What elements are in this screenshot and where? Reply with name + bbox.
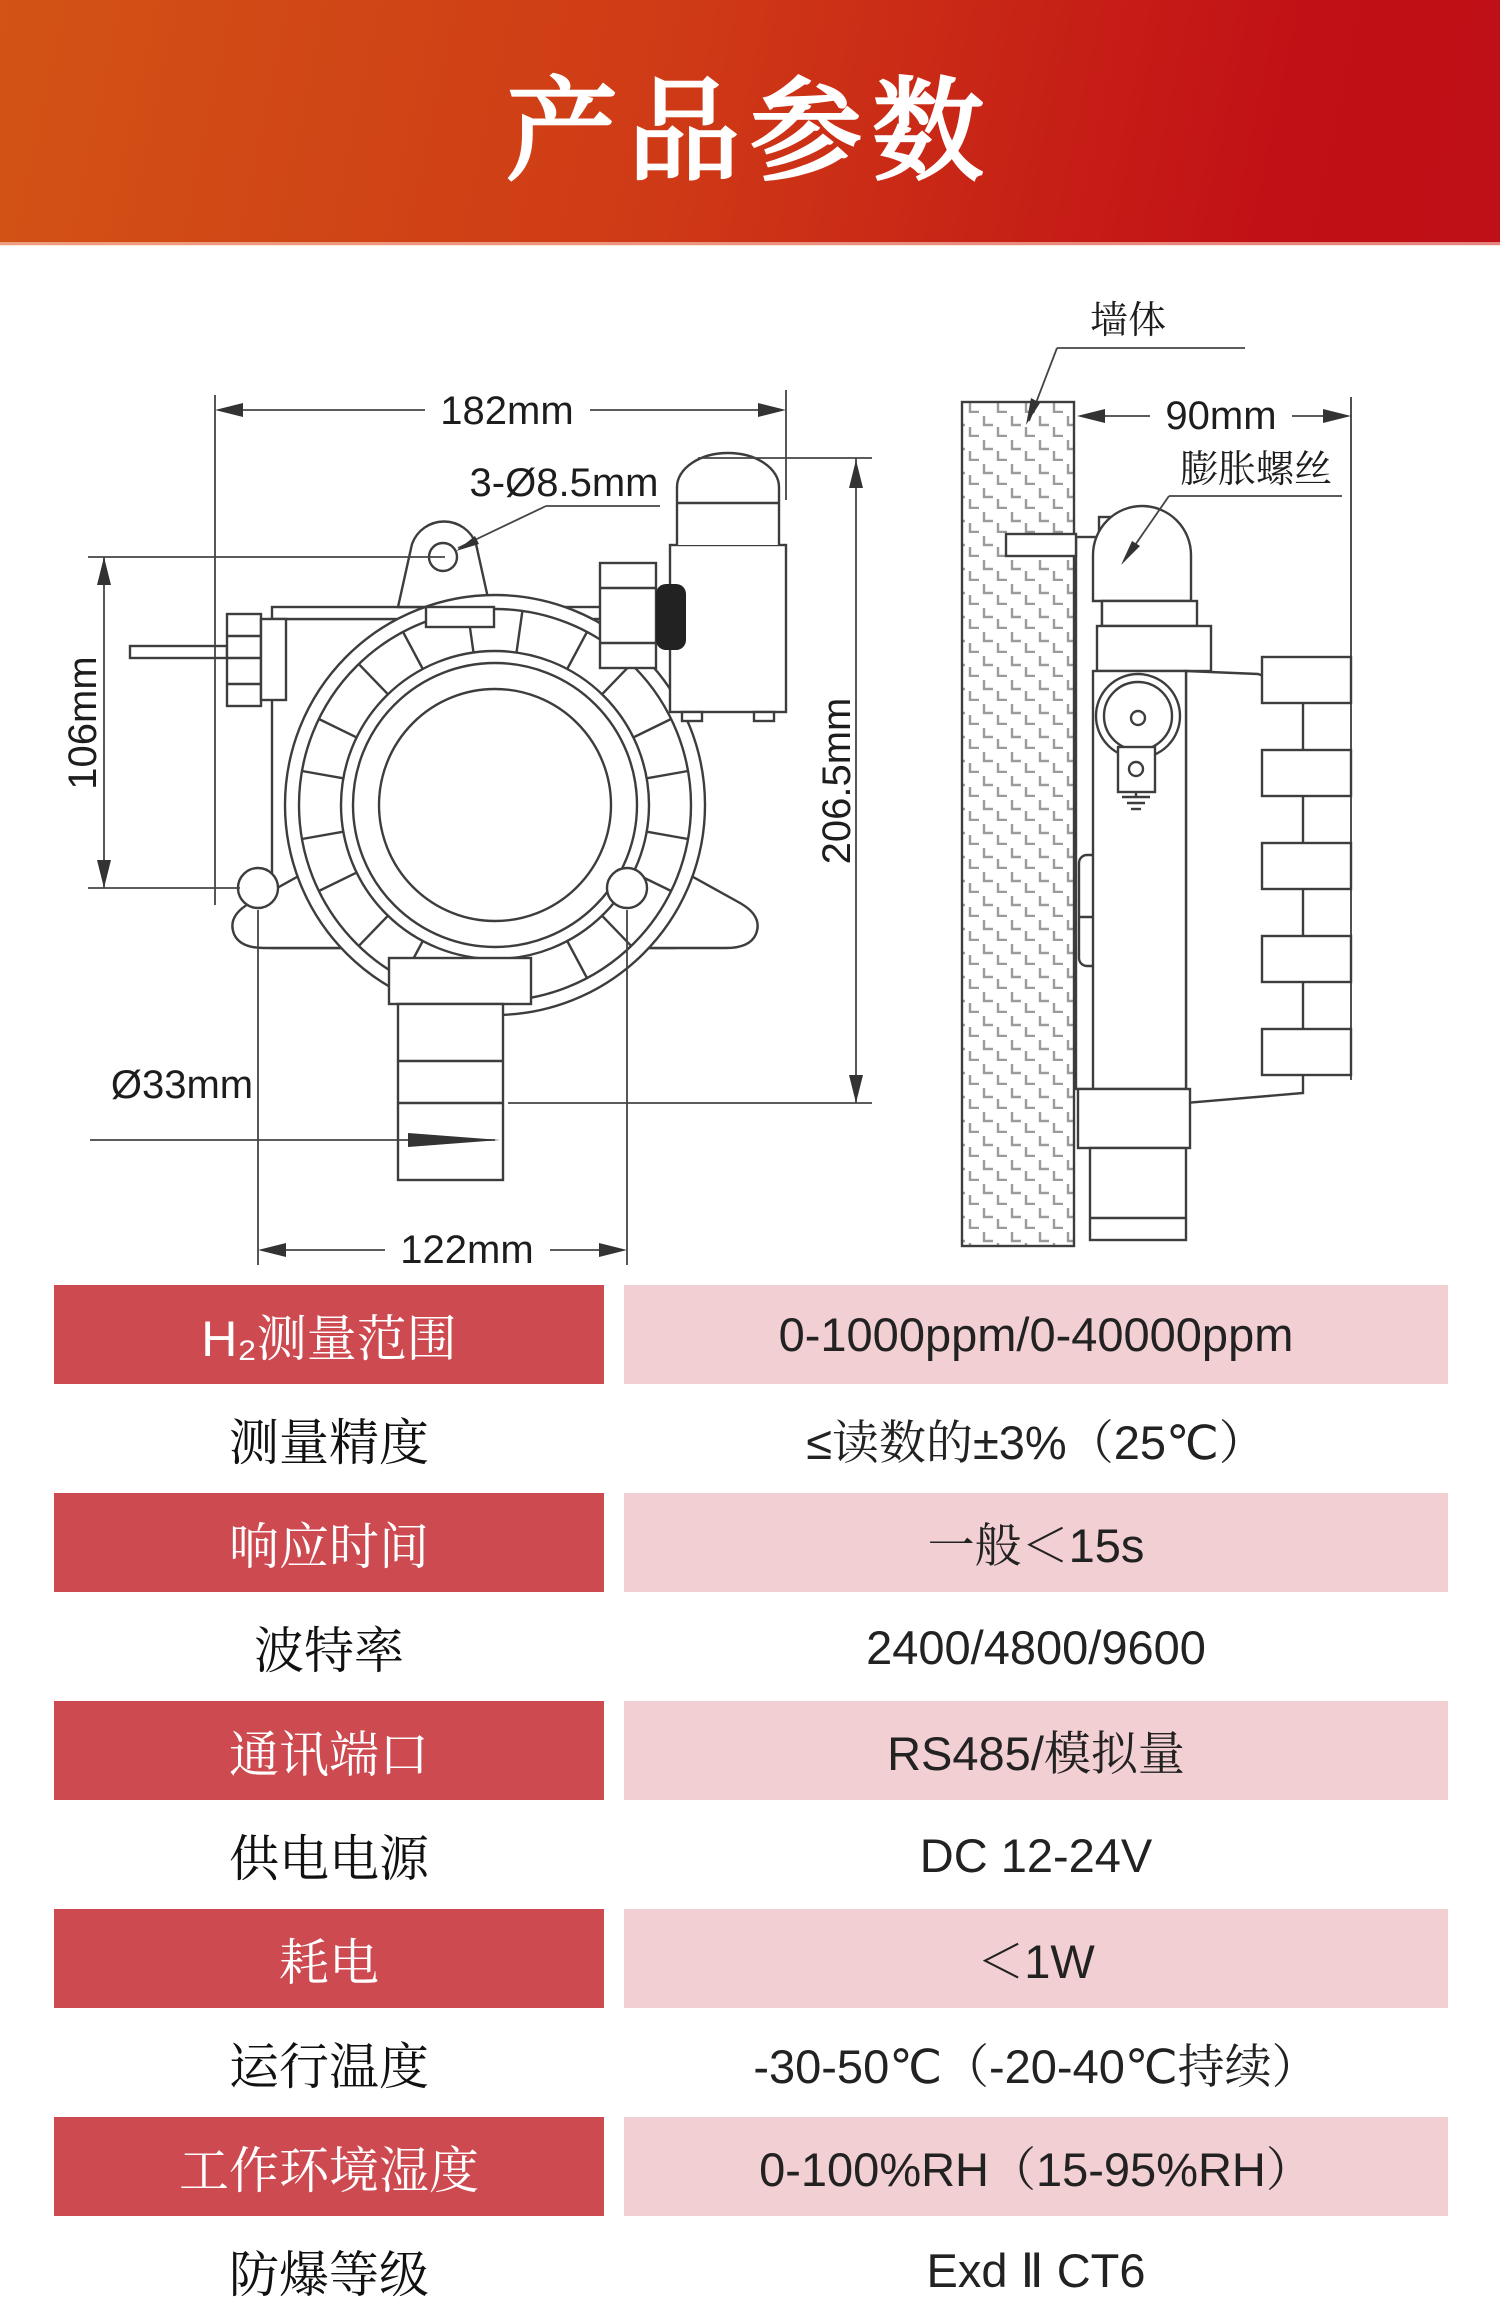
spec-label: 防爆等级 (229, 2247, 429, 2303)
top-notch (426, 607, 494, 627)
ear-hole-left (238, 868, 278, 908)
spec-value: RS485/模拟量 (624, 1701, 1448, 1800)
dim-sensor-diameter-33: Ø33mm (110, 1063, 254, 1107)
expansion-screw-label: 膨胀螺丝 (1179, 449, 1333, 491)
table-row (0, 1907, 1500, 2011)
dim-holes-8-5: 3-Ø8.5mm (469, 461, 659, 505)
cable-gland-left (227, 614, 286, 706)
spec-value: ≤读数的±3%（25℃） (806, 1415, 1266, 1469)
dim-height-106: 106mm (61, 656, 105, 790)
table-row (0, 1387, 1500, 1491)
spec-label: 供电电源 (229, 1831, 429, 1887)
dim-total-height-206: 206.5mm (815, 697, 859, 865)
black-gland (656, 584, 686, 650)
spec-label: 波特率 (254, 1623, 404, 1679)
wall-label: 墙体 (1089, 300, 1167, 342)
dim-mount-width-122: 122mm (400, 1228, 534, 1272)
spec-label: 耗电 (54, 1909, 604, 2008)
mount-tab (398, 521, 490, 607)
table-row (0, 1491, 1500, 1595)
spec-value: Exd Ⅱ CT6 (926, 2244, 1146, 2297)
dimension-drawing (0, 245, 1500, 1285)
spec-value: DC 12-24V (919, 1828, 1153, 1882)
sensor-side (1090, 1148, 1186, 1240)
table-row (0, 1699, 1500, 1803)
spec-value: 0-1000ppm/0-40000ppm (624, 1285, 1448, 1384)
ear-hole-right (607, 868, 647, 908)
page-title: 产品参数 (506, 69, 994, 194)
spec-table (0, 1283, 1500, 2323)
table-row (0, 2115, 1500, 2219)
table-row (0, 2219, 1500, 2323)
body-face (379, 689, 611, 921)
table-row (0, 2011, 1500, 2115)
collar-side (1078, 1089, 1190, 1148)
spec-value: ＜1W (624, 1909, 1448, 2008)
side-view-drawing (962, 397, 1351, 1246)
spec-label: 测量精度 (229, 1415, 429, 1471)
sounder-side (1093, 506, 1211, 671)
table-row (0, 1803, 1500, 1907)
dim-depth-90: 90mm (1165, 394, 1277, 438)
technical-drawing-svg (0, 245, 1500, 1285)
table-row (0, 1595, 1500, 1699)
connector-right (600, 563, 656, 668)
spec-value: 2400/4800/9600 (866, 1620, 1206, 1674)
dim-width-182: 182mm (440, 389, 574, 433)
alarm-sounder (670, 453, 786, 721)
probe-bar (130, 646, 227, 658)
spec-label: 通讯端口 (54, 1701, 604, 1800)
page-header-banner (0, 0, 1500, 245)
spec-label: 工作环境湿度 (54, 2117, 604, 2216)
table-row (0, 1283, 1500, 1387)
spec-value: -30-50℃（-20-40℃持续） (753, 2039, 1319, 2093)
spec-label: 运行温度 (229, 2039, 429, 2095)
spec-value: 一般＜15s (624, 1493, 1448, 1592)
wall-strip (962, 402, 1074, 1246)
spec-label: 响应时间 (54, 1493, 604, 1592)
spec-value: 0-100%RH（15-95%RH） (624, 2117, 1448, 2216)
spec-label: H₂测量范围 (54, 1285, 604, 1384)
